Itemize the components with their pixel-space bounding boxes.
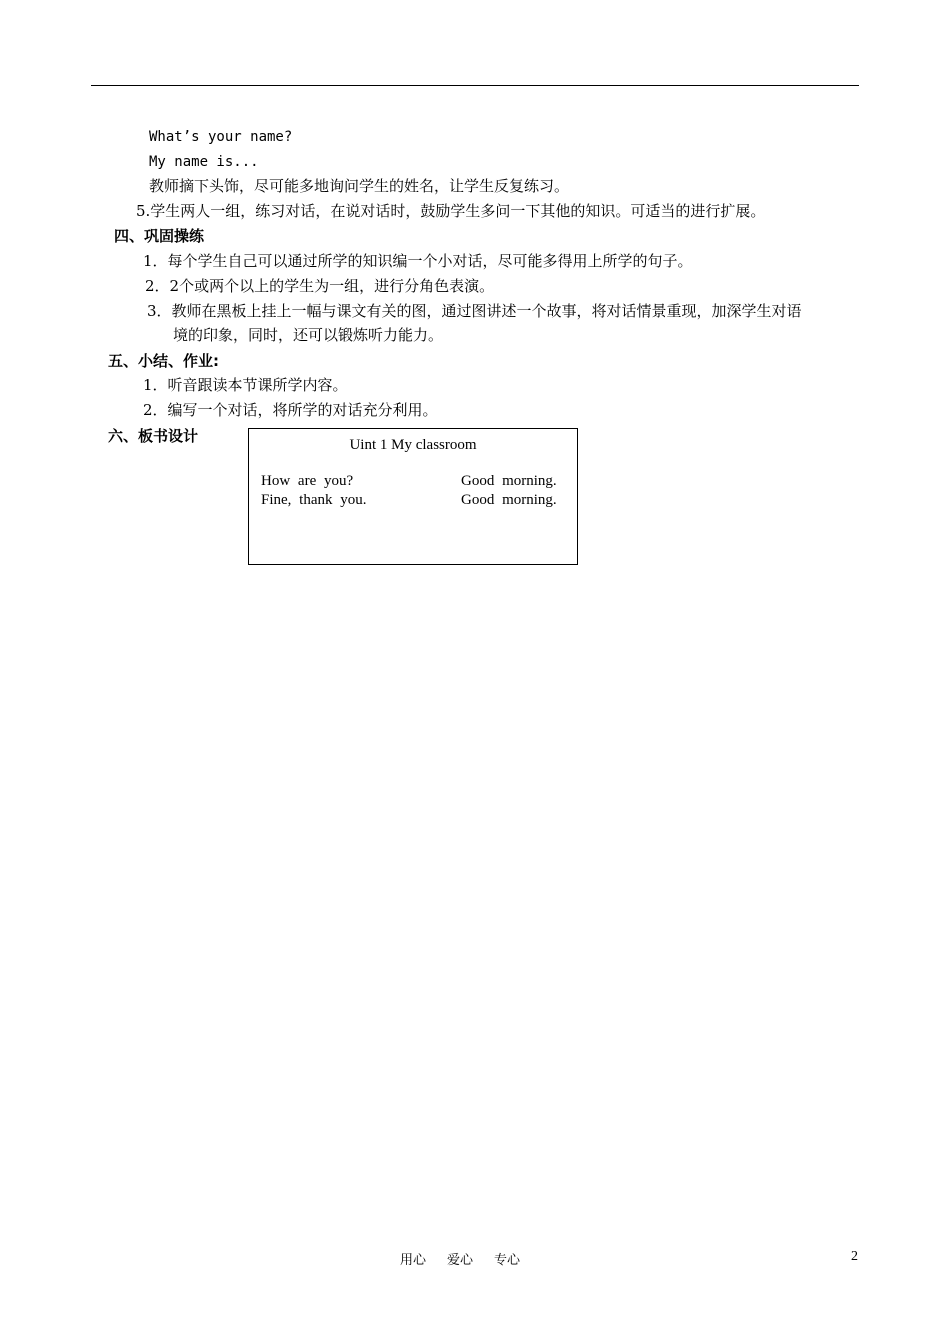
blackboard-design-box: [248, 428, 578, 565]
list-item: 1．听音跟读本节课所学内容。: [143, 376, 348, 394]
header-rule: [91, 85, 859, 86]
footer-motto: 专心: [494, 1253, 521, 1268]
paragraph-line: 教师摘下头饰，尽可能多地询问学生的姓名，让学生反复练习。: [149, 177, 570, 195]
dialogue-line-answer: My name is...: [149, 154, 259, 170]
board-left-line: How are you?: [261, 473, 354, 489]
section-heading-6: 六、板书设计: [108, 427, 199, 445]
section-heading-5: 五、小结、作业:: [108, 352, 219, 370]
footer-motto: 用心: [400, 1253, 427, 1268]
dialogue-line-question: What’s your name?: [149, 129, 293, 145]
footer-motto: 爱心: [447, 1253, 474, 1268]
board-right-line: Good morning.: [461, 492, 557, 508]
page-number: 2: [851, 1249, 858, 1264]
list-item: 2．编写一个对话，将所学的对话充分利用。: [143, 401, 438, 419]
paragraph-line: 5.学生两人一组，练习对话，在说对话时，鼓励学生多问一下其他的知识。可适当的进行扩展。: [136, 202, 766, 220]
list-item-continuation: 境的印象，同时，还可以锻炼听力能力。: [173, 326, 444, 344]
list-item: 2．2个或两个以上的学生为一组，进行分角色表演。: [145, 277, 495, 295]
list-item: 1．每个学生自己可以通过所学的知识编一个小对话，尽可能多得用上所学的句子。: [143, 252, 693, 270]
list-item: 3．教师在黑板上挂上一幅与课文有关的图，通过图讲述一个故事，将对话情景重现，加深学生对语: [147, 302, 802, 320]
board-right-line: Good morning.: [461, 473, 557, 489]
board-left-line: Fine, thank you.: [261, 492, 367, 508]
section-heading-4: 四、巩固操练: [114, 227, 205, 245]
board-title: Uint 1 My classroom: [349, 437, 477, 453]
